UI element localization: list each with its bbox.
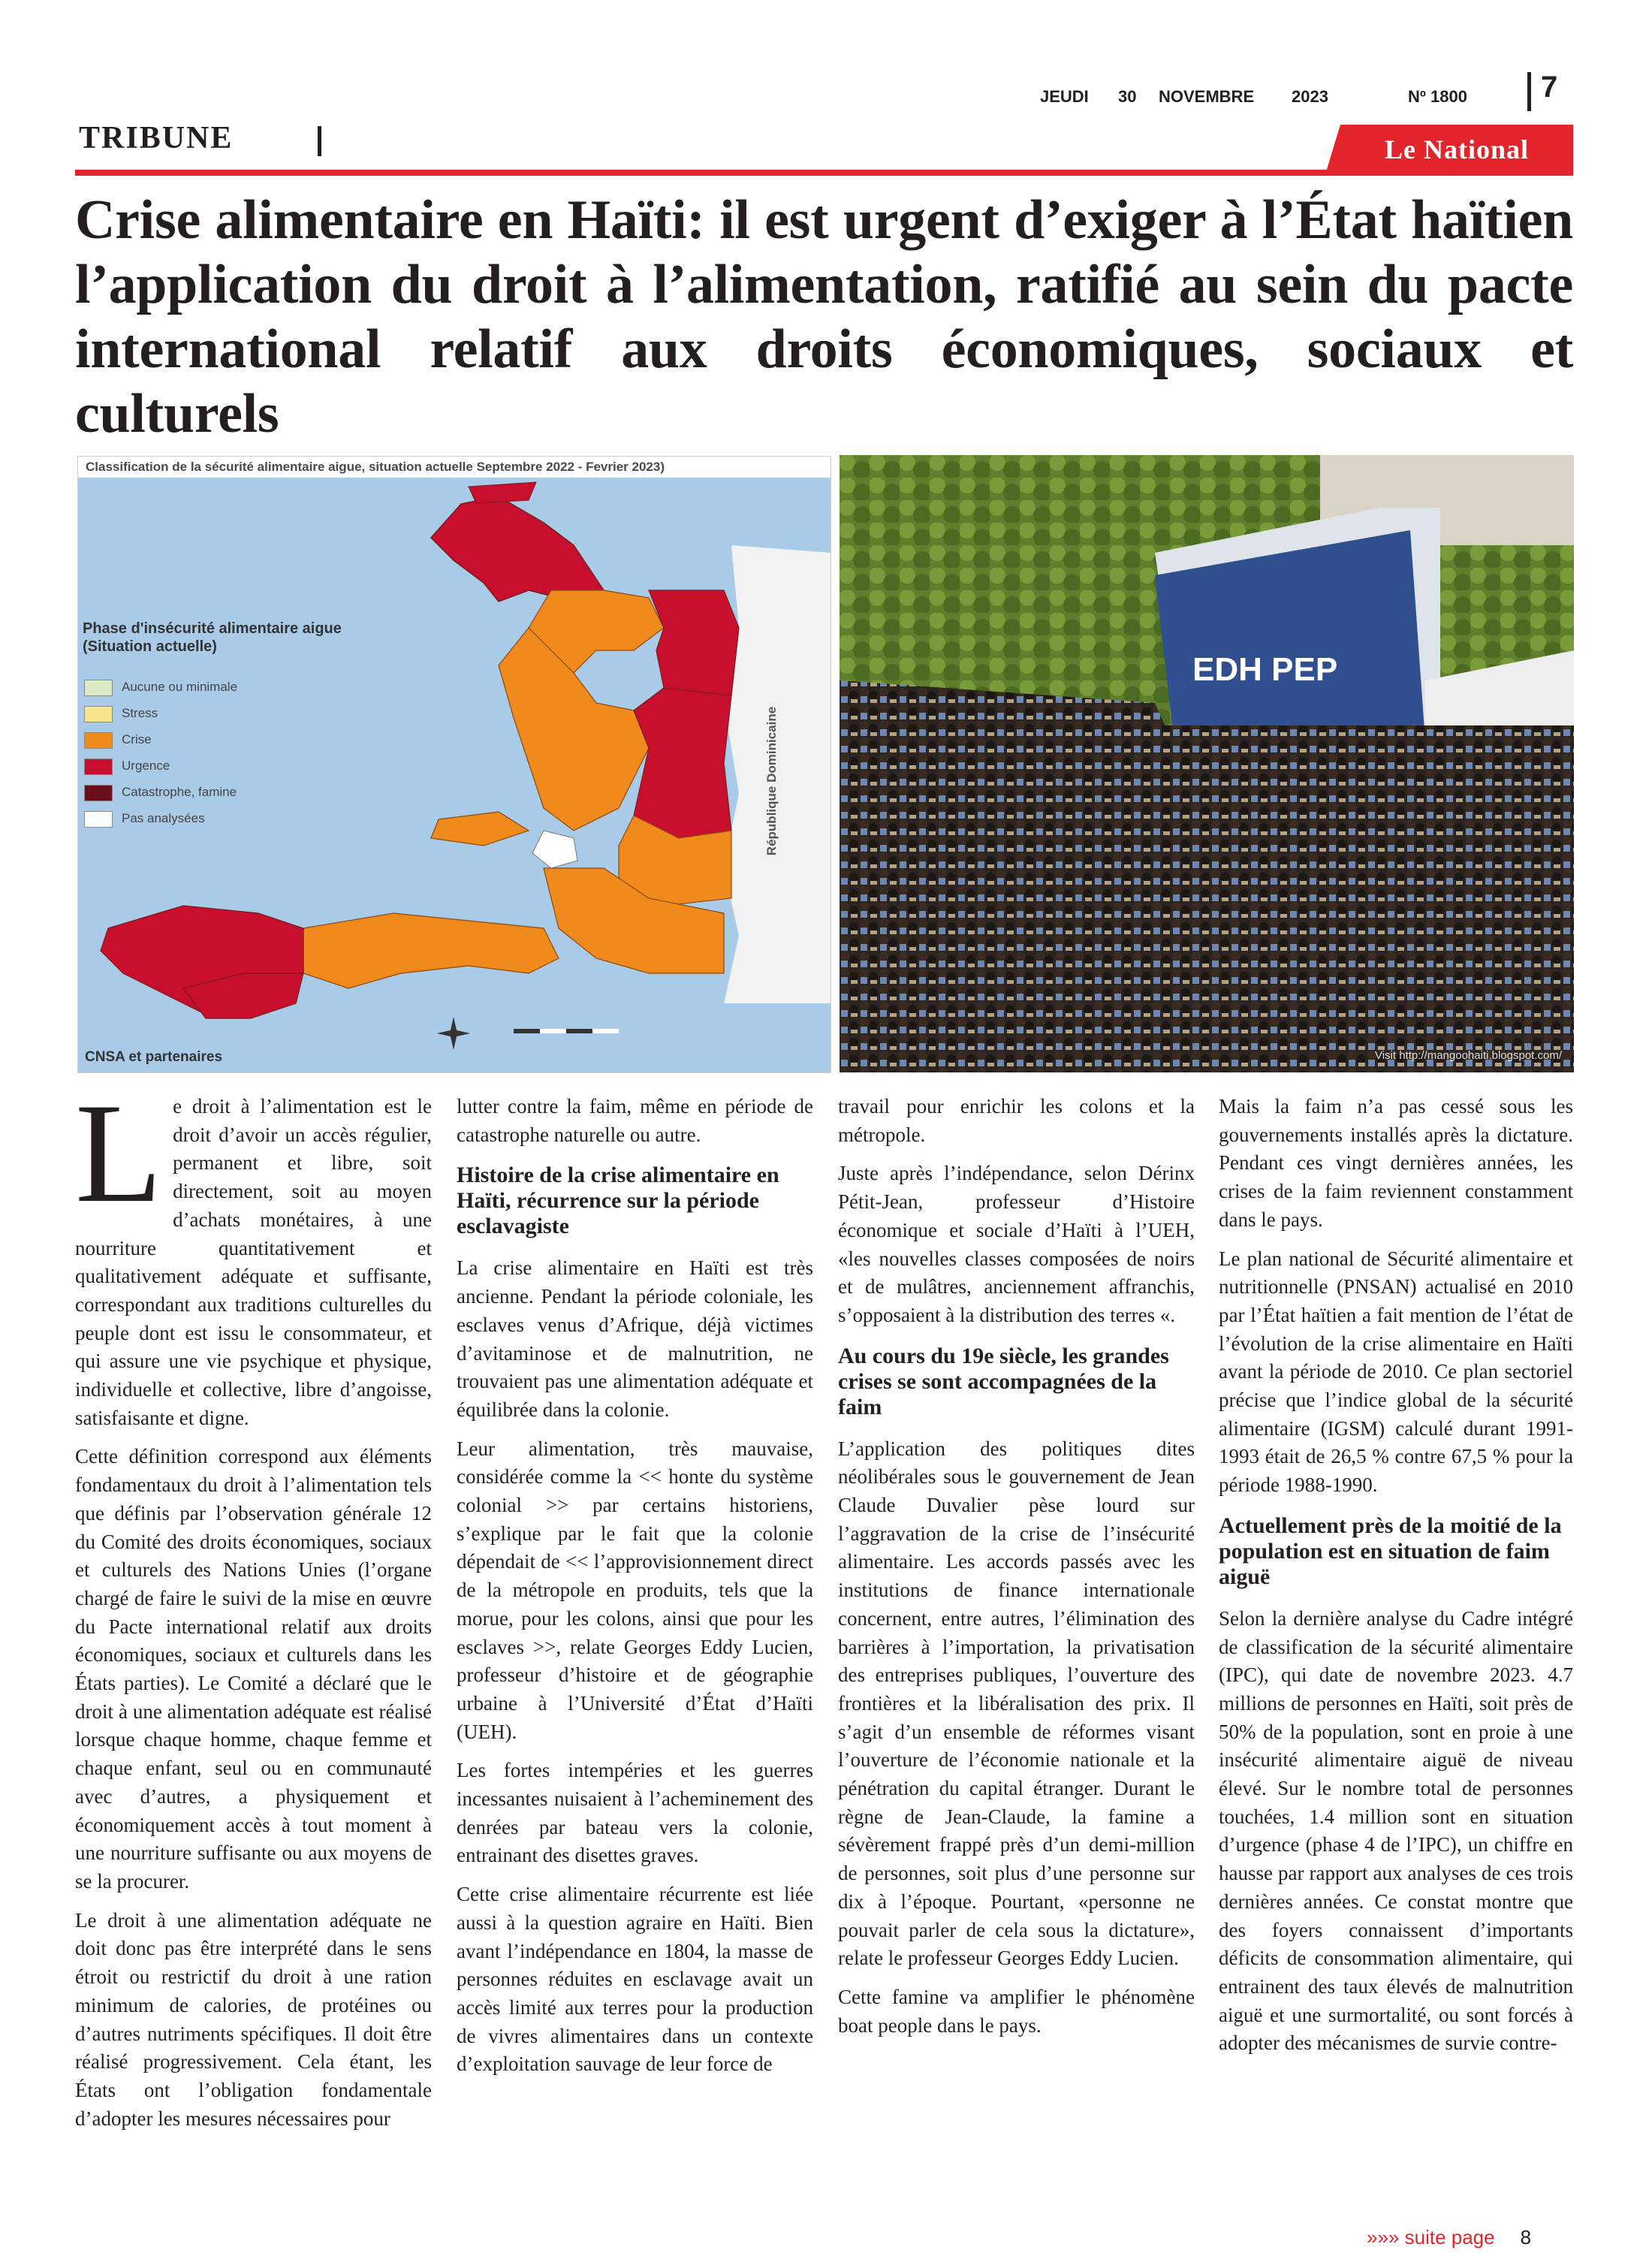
scale-bar — [514, 1029, 619, 1033]
issue-number: Nº 1800 — [1408, 87, 1467, 106]
map-legend — [84, 1069, 445, 1073]
legend-label: Pas analysées — [122, 811, 205, 825]
legend-swatch — [84, 785, 113, 801]
legend-row-catastrophe — [84, 783, 237, 802]
legend-row-crise — [84, 730, 152, 749]
haiti-map-graphic — [78, 478, 831, 1072]
crowd — [840, 725, 1574, 1072]
drop-cap: L — [75, 1075, 163, 1232]
crowd-photo-graphic — [840, 455, 1574, 1072]
paragraph: Selon la dernière analyse du Cadre intégré de classification de la sécurité alimentaire (IPC), qui date de novembre 2023. 4.7 millions de personnes en Haïti, soit près de 50% de la population, sont en proie à une insécurité alimentaire aiguë de niveau élevé. Sur le nombre total de personnes touchées, 1.4 million sont en situation d’urgence (phase 4 de l’IPC), un chiffre en hausse par rapport aux analyses de ces trois dernières années. Ce constat montre que des foyers connaissent d’importants déficits de consommation alimentaire, qui entrainent des taux élevés de malnutrition aiguë et une surmortalité, ou sont forcés à adopter des mécanismes de survie contre- — [1219, 1606, 1573, 2055]
dominican-republic-label: République Dominicaine — [764, 706, 779, 856]
legend-row-stress — [84, 704, 158, 723]
paragraph-text: e droit à l’alimentation est le droit d’avoir un accès régulier, permanent et libre, soit directement, soit au moyen d’achats monétaires, à une nourriture quantitativement et qualitativement adéquate et suffisante, correspondant aux traditions culturelles du peuple dont est issu le consommateur, et qui assure une vie psychique et physique, individuelle et collective, libre d’angoisse, satisfaisante et digne. — [75, 1095, 432, 1429]
issue-date: 30 — [1118, 87, 1137, 106]
header-divider — [1527, 72, 1531, 111]
paragraph: Les fortes intempéries et les guerres incessantes nuisaient à l’acheminement des denrées par bateau vers la colonie, entrainant des disettes graves. — [457, 1759, 813, 1867]
legend-row-urgence — [84, 756, 170, 776]
paragraph: Leur alimentation, très mauvaise, considérée comme la << honte du système colonial >> par certains historiens, s’explique par le fait que la colonie dépendait de << l’approvisionnement direct de la métropole en produits, tels que la morue, pour les colons, ainsi que pour les esclaves >>, relate Georges Eddy Lucien, professeur d’histoire et de géographie urbaine à l’Université d’État d’Haïti (UEH). — [457, 1437, 813, 1743]
legend-swatch — [84, 732, 113, 749]
paragraph — [75, 1075, 432, 1432]
map-caption: Classification de la sécurité alimentaire aigue, situation actuelle Septembre 2022 - Fevrier 2023) — [86, 460, 665, 474]
issue-month: NOVEMBRE — [1159, 87, 1255, 106]
crowd-photo — [840, 455, 1574, 1072]
legend-swatch — [84, 680, 113, 696]
paragraph: Cette crise alimentaire récurrente est liée aussi à la question agraire en Haïti. Bien avant l’indépendance en 1804, la masse de personnes réduites en esclavage avait un accès limité aux terres pour la production de vivres alimentaires dans un contexte d’exploitation sauvage de leur force de — [457, 1883, 813, 2076]
photo-credit: Visit http://mangoohaiti.blogspot.com/ — [1374, 1049, 1562, 1062]
paragraph: Juste après l’indépendance, selon Dérinx Pétit-Jean, professeur d’Histoire économique et sociale d’Haïti à l’UEH, «les nouvelles classes composées de noirs et de mulâtres, anciennement affranchis, s’opposaient à la distribution des terres «. — [838, 1162, 1195, 1326]
paragraph: lutter contre la faim, même en période de catastrophe naturelle ou autre. — [457, 1095, 813, 1146]
masthead-brand: Le National — [1340, 125, 1573, 174]
continued-on-link[interactable] — [1367, 2226, 1531, 2249]
paragraph: Le plan national de Sécurité alimentaire et nutritionnelle (PNSAN) actualisé en 2010 par l’État haïtien a fait mention de l’état de l’évolution de la crise alimentaire en Haïti avant la période de 2010. Ce plan sectoriel précise que l’indice global de la sécurité alimentaire (IGSM) calculé durant 1991-1993 était de 26,5 % contre 67,5 % pour la période 1988-1990. — [1219, 1247, 1573, 1497]
paragraph: Mais la faim n’a pas cessé sous les gouvernements installés après la dictature. Pendant ces vingt dernières années, les crises de la faim reviennent constamment dans le pays. — [1219, 1095, 1573, 1231]
legend-swatch — [84, 706, 113, 722]
issue-meta — [1040, 83, 1558, 113]
legend-label: Catastrophe, famine — [122, 785, 237, 799]
paragraph: Le droit à une alimentation adéquate ne doit donc pas être interprété dans le sens étroit ou restrictif du droit à une ration minimum de calories, de protéines ou d’autres nutriments spécifiques. Il doit être réalisé progressivement. Cela étant, les États ont l’obligation fondamentale d’adopter les mesures nécessaires pour — [75, 1908, 432, 2130]
legend-label: Urgence — [122, 759, 170, 773]
subheading: Au cours du 19e siècle, les grandes crises se sont accompagnées de la faim — [838, 1343, 1169, 1419]
section-divider — [318, 126, 321, 156]
paragraph: L’application des politiques dites néolibérales sous le gouvernement de Jean Claude Duvalier pèse lourd sur l’aggravation de la crise de l’insécurité alimentaire. Les accords passés avec les institutions de finance internationale concernent, entre autres, l’élimination des barrières à l’importation, la privatisation des entreprises publiques, l’ouverture des frontières et la libéralisation des prix. Il s’agit d’un ensemble de réformes visant l’ouverture de l’économie nationale et la pénétration du capital étranger. Durant le règne de Jean-Claude, la famine a sévèrement frappé près d’un demi-million de personnes, soit plus d’une personne sur dix à l’époque. Pourtant, «personne ne pouvait parler de cela sous la dictature», relate le professeur Georges Eddy Lucien. — [838, 1437, 1195, 1970]
column-2 — [457, 1093, 813, 2089]
column-1 — [75, 1075, 432, 2143]
issue-day: JEUDI — [1040, 87, 1089, 106]
page-number: 7 — [1541, 71, 1558, 104]
paragraph: Cette famine va amplifier le phénomène boat people dans le pays. — [838, 1985, 1195, 2037]
legend-swatch — [84, 811, 113, 828]
region-centre-north — [634, 688, 731, 838]
column-3 — [838, 1093, 1195, 2050]
article-headline: Crise alimentaire en Haïti: il est urgent d’exiger à l’État haïtien l’application du droit à l’alimentation, ratifié au sein du pacte international relatif aux droits économiques, sociaux et culturels — [75, 189, 1573, 445]
column-4 — [1219, 1093, 1573, 2068]
legend-row-aucune — [84, 677, 237, 697]
legend-title: Phase d'insécurité alimentaire aigue (Situation actuelle) — [83, 620, 342, 655]
paragraph: La crise alimentaire en Haïti est très ancienne. Pendant la période coloniale, les esclaves venus d’Afrique, déjà victimes d’avitaminose et de malnutrition, ne trouvaient pas une alimentation adéquate et équilibrée dans la colonie. — [457, 1256, 813, 1421]
paragraph: travail pour enrichir les colons et la métropole. — [838, 1095, 1195, 1146]
continued-text: »»» suite page — [1367, 2226, 1495, 2248]
map-credit: CNSA et partenaires — [85, 1049, 223, 1065]
legend-label: Crise — [122, 732, 152, 746]
continued-page-number: 8 — [1520, 2226, 1532, 2248]
legend-row-pas-analysees — [84, 809, 205, 828]
food-insecurity-map — [77, 456, 831, 1073]
brand-tab-notch — [1325, 125, 1340, 174]
legend-label: Aucune ou minimale — [122, 680, 238, 694]
legend-swatch — [84, 759, 113, 775]
subheading: Actuellement près de la moitié de la population est en situation de faim aiguë — [1219, 1513, 1562, 1589]
issue-year: 2023 — [1292, 87, 1328, 106]
subheading: Histoire de la crise alimentaire en Haïti, récurrence sur la période esclavagiste — [457, 1163, 779, 1239]
section-label: TRIBUNE — [79, 121, 234, 155]
paragraph: Cette définition correspond aux éléments fondamentaux du droit à l’alimentation tels que définis par l’observation générale 12 du Comité des droits économiques, sociaux et culturels des Nations Unies (l’organe chargé de faire le suivi de la mise en œuvre du Pacte international relatif aux droits économiques, sociaux et culturels dans les États parties). Le Comité a déclaré que le droit à une alimentation adéquate est réalisé lorsque chaque homme, chaque femme et chaque enfant, seul ou en communauté avec d’autres, a physiquement et économiquement accès à tout moment à une nourriture suffisante ou aux moyens de se la procurer. — [75, 1445, 432, 1893]
truck-logo: EDH PEP — [1192, 651, 1338, 688]
legend-label: Stress — [122, 706, 158, 720]
